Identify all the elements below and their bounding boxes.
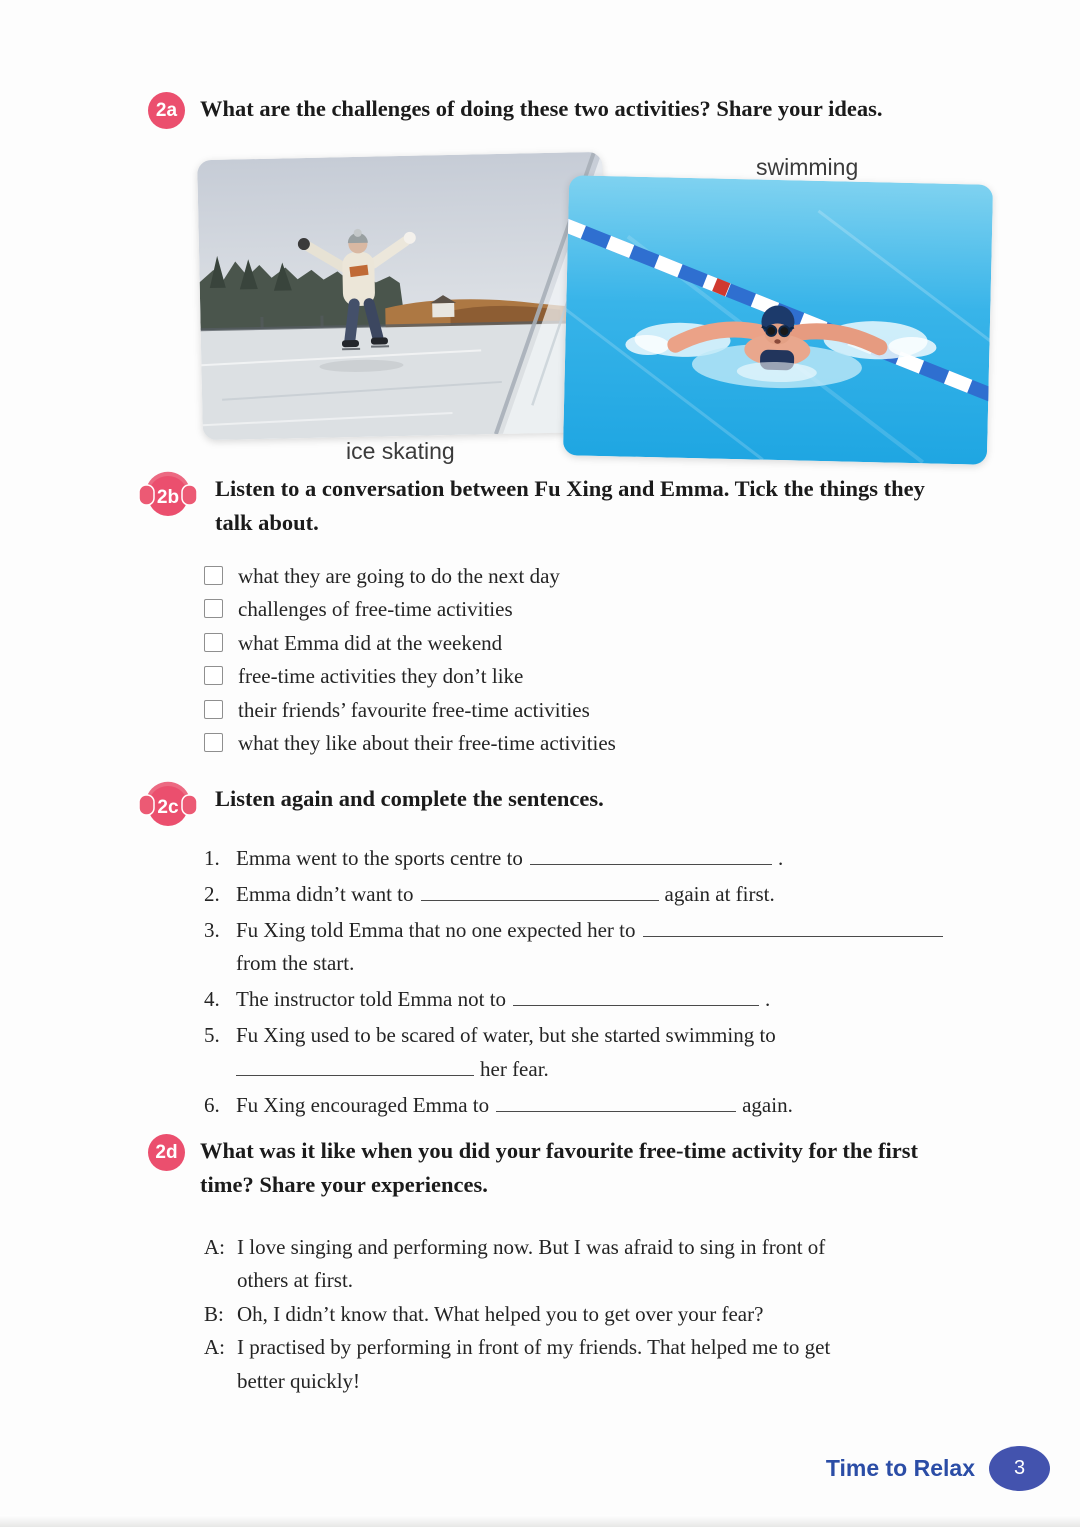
tick-item-label: challenges of free-time activities (238, 597, 513, 622)
dialogue-line: others at first. (237, 1268, 354, 1293)
exercise-2d-title-line2: time? Share your experiences. (200, 1172, 488, 1197)
ice-skating-illustration (197, 152, 608, 440)
sentence-text: again. (742, 1092, 793, 1117)
answer-blank[interactable] (421, 879, 659, 901)
dialogue-text (237, 1298, 763, 1331)
answer-blank[interactable] (236, 1054, 474, 1076)
section-2c-header (136, 782, 604, 832)
sentence-body (236, 914, 949, 981)
sentence-number: 2. (204, 882, 220, 906)
dialogue-line: Oh, I didn’t know that. What helped you to get over your fear? (237, 1301, 764, 1326)
sentence-item (204, 842, 1004, 875)
sentence-text: . (765, 987, 771, 1012)
example-dialogue (204, 1231, 1004, 1398)
swimming-illustration (563, 175, 993, 465)
dialogue-text (237, 1231, 825, 1298)
tick-item-label: what Emma did at the weekend (238, 630, 503, 655)
tick-item (204, 730, 616, 763)
sentence-body (236, 1089, 793, 1122)
dialogue-line: better quickly! (237, 1368, 361, 1393)
checkbox[interactable] (204, 700, 223, 719)
sentence-number: 3. (204, 918, 220, 942)
tick-item-label: free-time activities they don’t like (238, 664, 524, 689)
sentence-text: her fear. (480, 1056, 549, 1081)
sentence-text: from the start. (236, 951, 355, 976)
tick-item (204, 697, 616, 730)
headphones-audio-badge (136, 774, 200, 832)
sentence-text: Emma didn’t want to (236, 882, 414, 906)
section-2a-header (148, 92, 882, 129)
tick-item (204, 563, 616, 596)
sentence-text: . (777, 846, 784, 870)
exercise-2b-badge-label: 2b (156, 487, 180, 508)
page-edge-shadow (0, 1515, 1080, 1527)
sentence-number: 1. (204, 846, 220, 870)
sentence-item (204, 1089, 1004, 1122)
swimming-photo (563, 175, 993, 465)
sentence-item (204, 914, 1004, 981)
sentence-item (204, 1019, 1004, 1086)
sentence-text: Fu Xing encouraged Emma to (236, 1092, 490, 1117)
answer-blank[interactable] (643, 915, 943, 937)
sentence-text: Emma went to the sports centre to (236, 846, 523, 870)
exercise-2a-badge (148, 92, 185, 129)
sentence-number: 5. (204, 1023, 220, 1048)
tick-list (204, 563, 616, 763)
exercise-2d-badge (148, 1134, 185, 1171)
exercise-2d-title (200, 1134, 918, 1202)
page-footer (826, 1446, 1050, 1491)
headphones-audio-badge (136, 464, 200, 522)
exercise-2a-badge-label: 2a (155, 99, 178, 121)
exercise-2b-title-line2: talk about. (215, 510, 319, 535)
page-number-badge (989, 1446, 1050, 1491)
ice-skating-photo (197, 152, 608, 440)
exercise-2c-title: Listen again and complete the sentences. (215, 786, 604, 811)
sentence-text: The instructor told Emma not to (236, 987, 507, 1012)
ice-skating-photo-label: ice skating (346, 438, 455, 464)
answer-blank[interactable] (496, 1090, 736, 1112)
sentence-number: 4. (204, 987, 220, 1012)
unit-title: Time to Relax (825, 1455, 975, 1481)
tick-item (204, 630, 616, 663)
sentence-body (236, 983, 770, 1016)
checkbox[interactable] (204, 666, 223, 685)
page-number: 3 (1013, 1457, 1026, 1479)
sentence-item (204, 983, 1004, 1016)
dialogue-speaker: A: (204, 1335, 225, 1360)
answer-blank[interactable] (513, 984, 759, 1006)
exercise-2b-title-line1: Listen to a conversation between Fu Xing and Emma. Tick the things they (215, 476, 925, 501)
sentence-text: Fu Xing used to be scared of water, but she started swimming to (236, 1023, 776, 1048)
exercise-2d-title-line1: What was it like when you did your favourite free-time activity for the first (200, 1138, 919, 1163)
section-2d-header (148, 1134, 918, 1202)
dialogue-speaker: A: (204, 1235, 225, 1259)
sentence-body (236, 878, 775, 911)
checkbox[interactable] (204, 633, 223, 652)
tick-item (204, 596, 616, 629)
exercise-2c-badge-label: 2c (157, 797, 179, 818)
section-2b-header (136, 472, 925, 540)
tick-item (204, 663, 616, 696)
tick-item-label: what they like about their free-time activities (238, 730, 616, 755)
exercise-2b-title (215, 472, 925, 540)
sentence-text: Fu Xing told Emma that no one expected her to (236, 918, 636, 942)
checkbox[interactable] (204, 566, 223, 585)
checkbox[interactable] (204, 733, 223, 752)
sentence-body (236, 1019, 776, 1086)
sentence-text: again at first. (664, 882, 775, 906)
dialogue-text (237, 1331, 830, 1398)
dialogue-line: I practised by performing in front of my friends. That helped me to get (237, 1335, 831, 1360)
sentence-item (204, 878, 1004, 911)
dialogue-turn (204, 1231, 1004, 1298)
swimming-photo-label: swimming (756, 154, 859, 180)
dialogue-line: I love singing and performing now. But I was afraid to sing in front of (237, 1235, 826, 1259)
complete-sentences-list (204, 842, 1004, 1125)
dialogue-speaker: B: (204, 1301, 224, 1326)
dialogue-turn (204, 1331, 1004, 1398)
sentence-number: 6. (204, 1092, 220, 1117)
exercise-2a-title: What are the challenges of doing these two activities? Share your ideas. (200, 96, 883, 121)
sentence-body (236, 842, 783, 875)
dialogue-turn (204, 1298, 1004, 1331)
exercise-2d-badge-label: 2d (155, 1141, 178, 1163)
tick-item-label: what they are going to do the next day (238, 564, 560, 588)
tick-item-label: their friends’ favourite free-time activities (238, 697, 590, 722)
answer-blank[interactable] (530, 843, 772, 865)
checkbox[interactable] (204, 599, 223, 618)
